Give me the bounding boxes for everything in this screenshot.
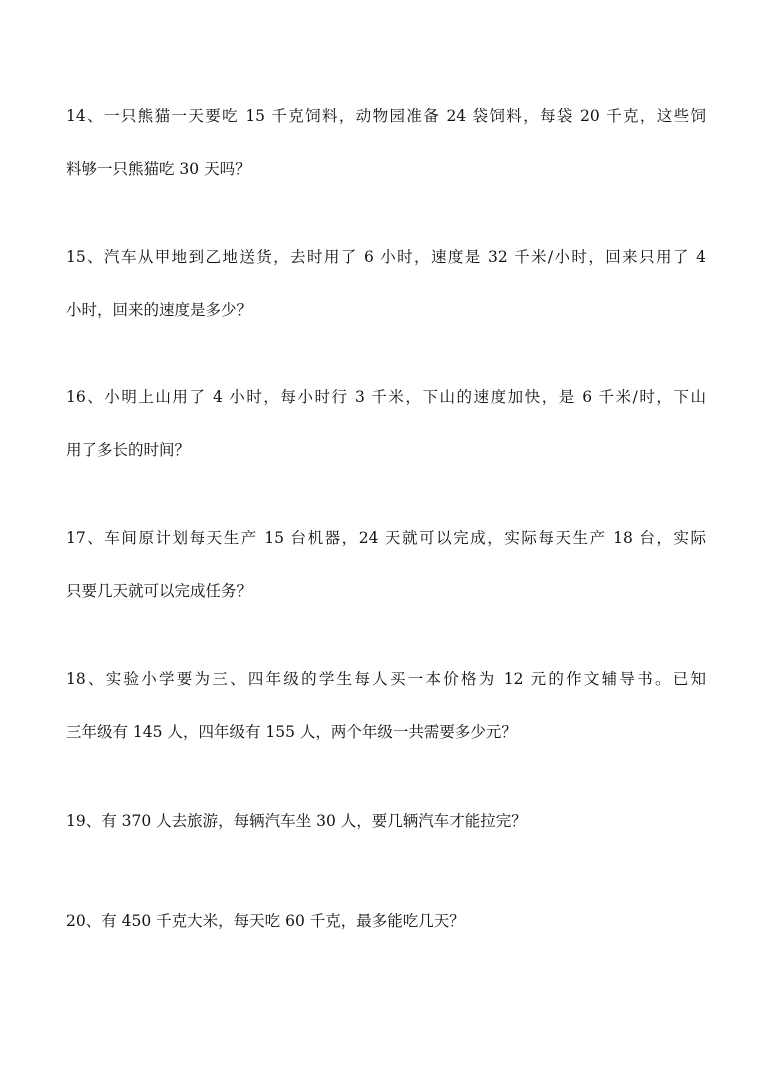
problem-20-line-1: 20、有 450 千克大米，每天吃 60 千克，最多能吃几天？: [66, 912, 465, 930]
problem-19-line-1: 19、有 370 人去旅游，每辆汽车坐 30 人，要几辆汽车才能拉完？: [66, 812, 527, 830]
problem-16-line-2: 用了多长的时间？: [66, 440, 191, 459]
problem-20: [66, 914, 706, 930]
problem-17-line-2: 只要几天就可以完成任务？: [66, 581, 253, 600]
problem-15-line-1: 15、汽车从甲地到乙地送货，去时用了 6 小时，速度是 32 千米/小时，回来只用了 4: [66, 248, 706, 266]
problem-17-line-1: 17、车间原计划每天生产 15 台机器，24 天就可以完成，实际每天生产 18 台，实际: [66, 529, 706, 547]
problem-18-line-1: 18、实验小学要为三、四年级的学生每人买一本价格为 12 元的作文辅导书。已知: [66, 670, 706, 688]
problem-15-line-2: 小时，回来的速度是多少？: [66, 300, 253, 319]
problem-15: [66, 250, 706, 318]
problem-18: [66, 672, 706, 740]
problem-17: [66, 531, 706, 599]
problem-14-line-1: 14、一只熊猫一天要吃 15 千克饲料，动物园准备 24 袋饲料，每袋 20 千克，这些饲: [66, 107, 706, 125]
problem-16-line-1: 16、小明上山用了 4 小时，每小时行 3 千米，下山的速度加快，是 6 千米/时，下山: [66, 388, 706, 406]
problem-14-line-2: 料够一只熊猫吃 30 天吗？: [66, 159, 251, 178]
problem-16: [66, 390, 706, 458]
problem-18-line-2: 三年级有 145 人，四年级有 155 人，两个年级一共需要多少元？: [66, 722, 517, 741]
problem-19: [66, 814, 706, 830]
problem-14: [66, 109, 706, 177]
